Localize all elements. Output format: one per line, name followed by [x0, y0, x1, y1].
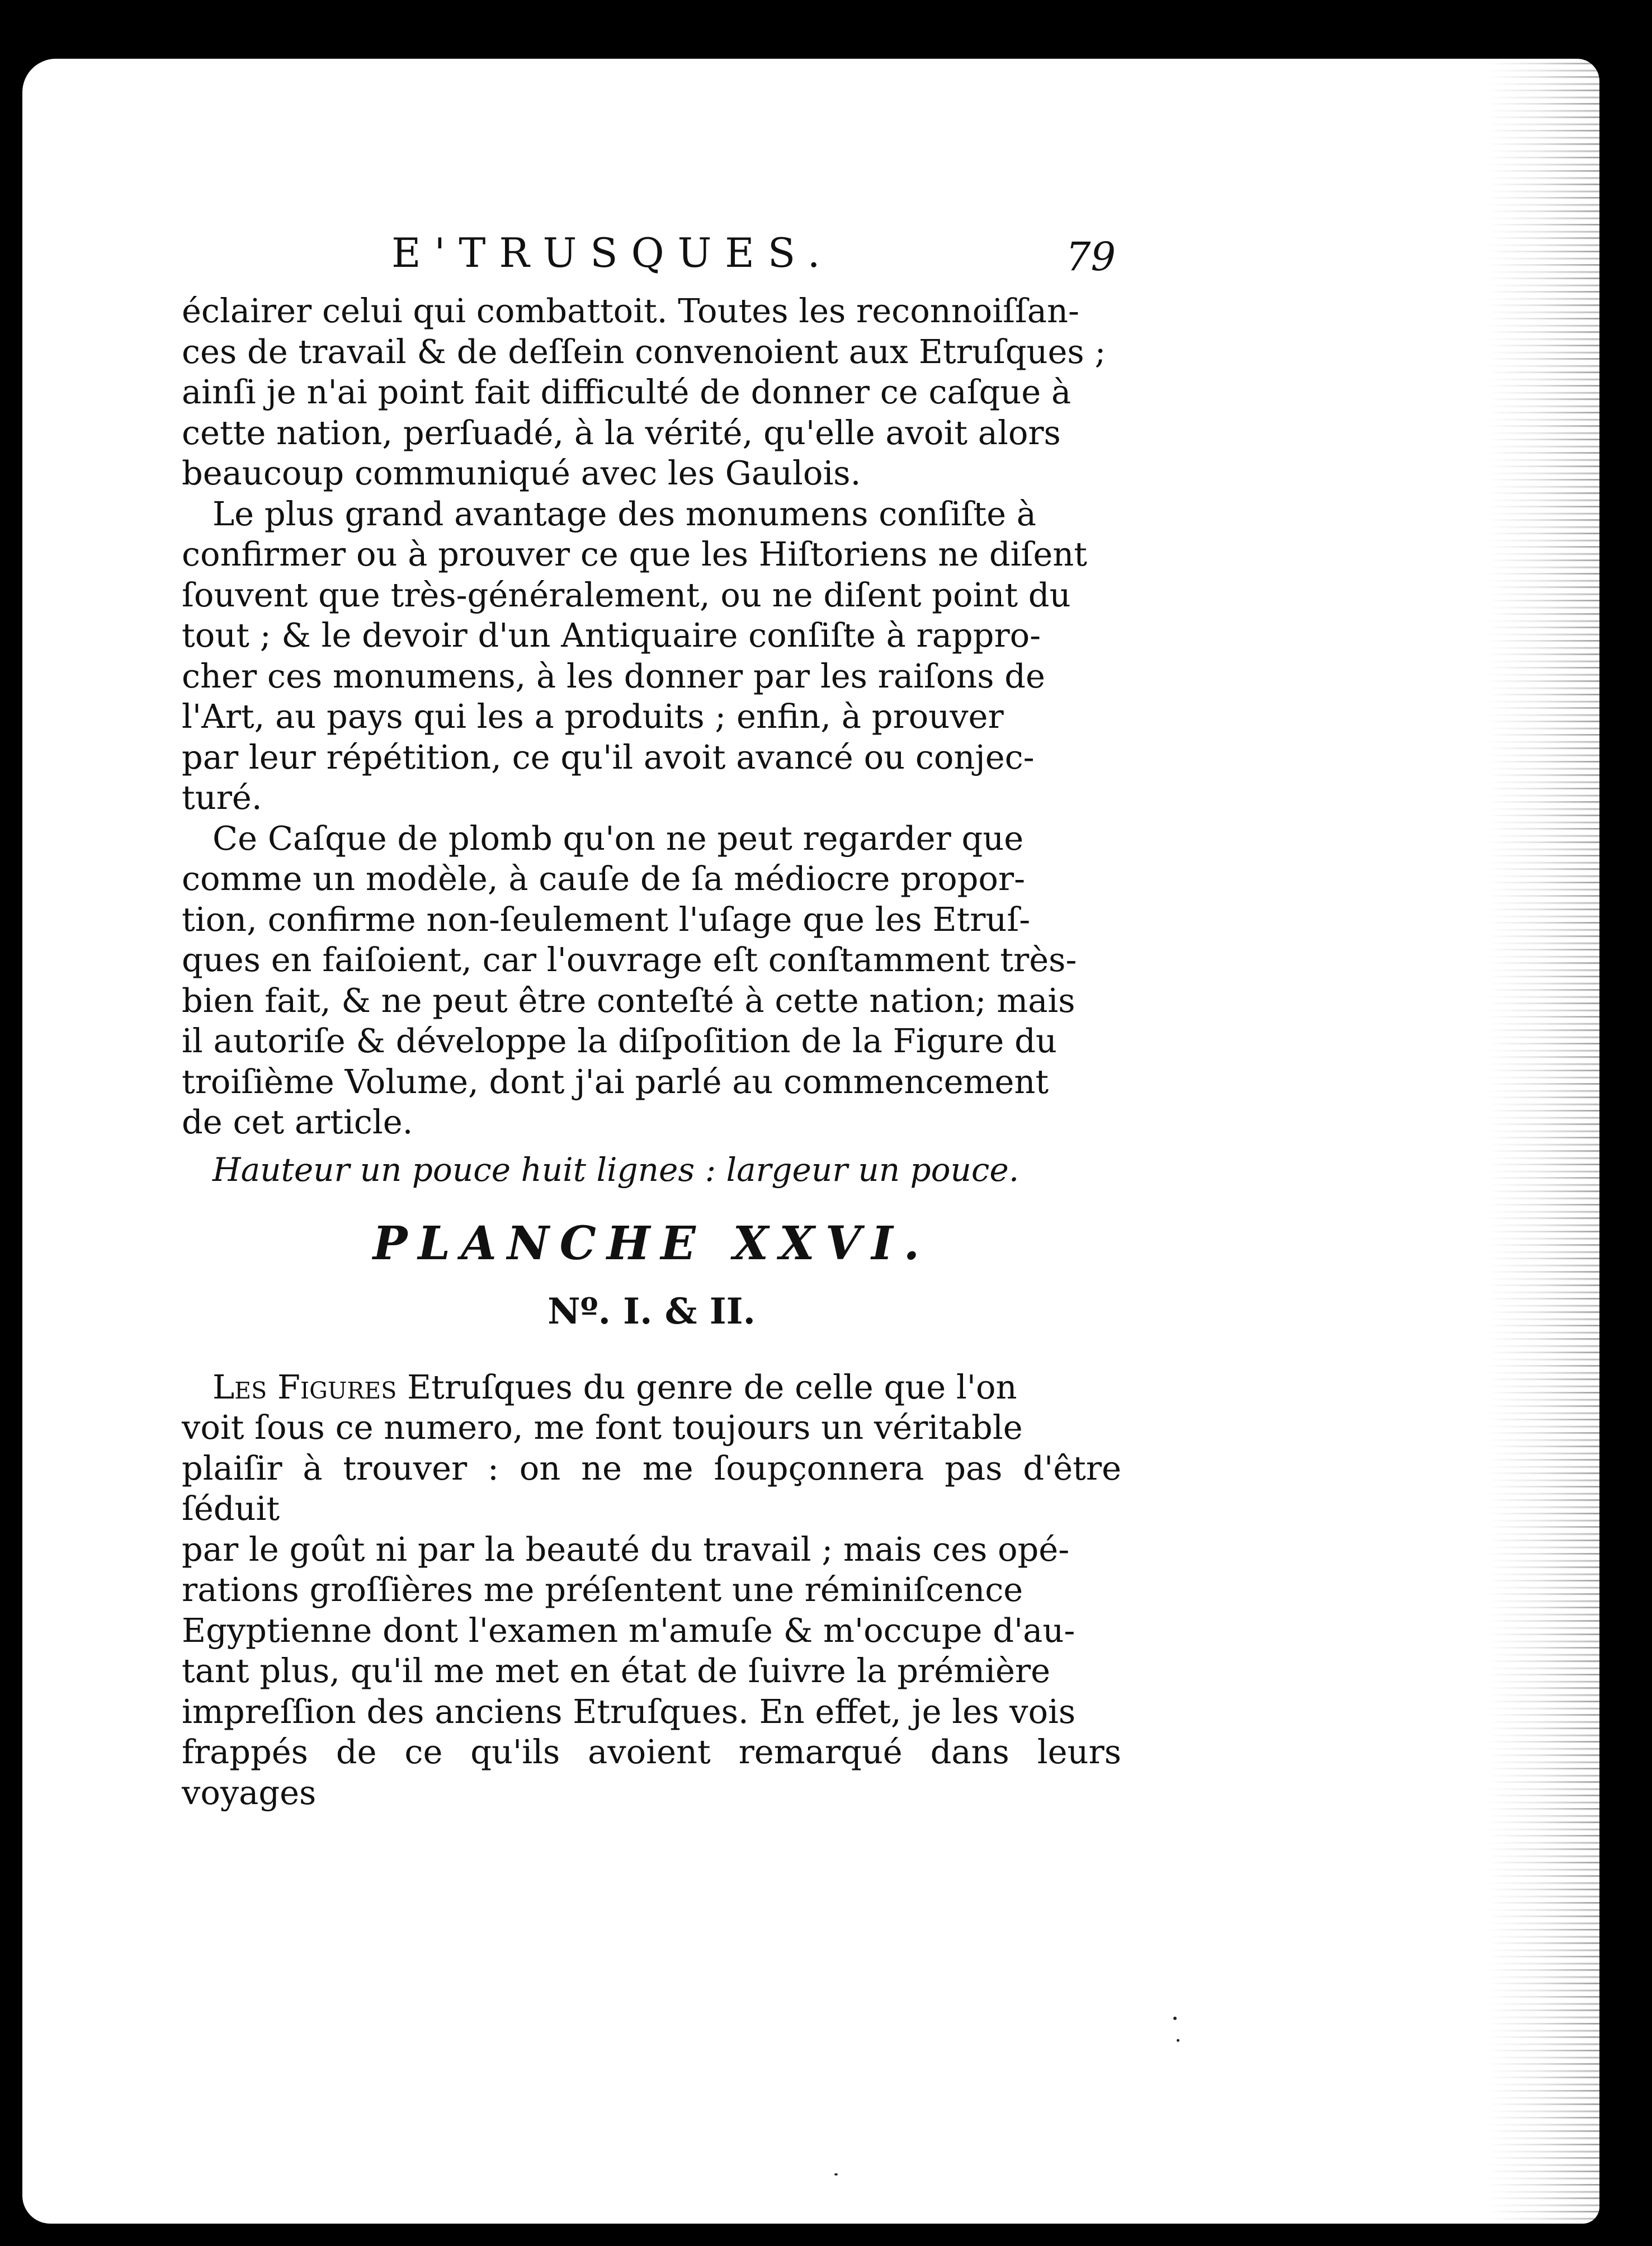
paper-speck — [834, 2173, 838, 2176]
paragraph-text: Etruſques du genre de celle que l'on voit ſous ce numero, me font toujours un véritable plaiſir à trouver : on ne me ſoupçonnera pas d'être ſéduit par le goût ni par la beauté du travail ; mais ces opé- rations groſſières me préſentent une réminiſcence Egyptienne dont l'examen m'amuſe & m'occupe d'au- tant plus, qu'il me met en état de ſuivre la prémière impreſſion des anciens Etruſques. En effet, je les vois frappés de ce qu'ils avoient remarqué dans leurs voyages — [182, 1367, 1121, 1812]
paper-speck — [1177, 2039, 1179, 2042]
paragraph-monuments: Le plus grand avantage des monumens conſiſte à confirmer ou à prouver ce que les Hiſtoriens ne diſent ſouvent que très-généralement, ou ne diſent point du tout ; & le devoir d'un Antiquaire conſiſte à rappro- cher ces monumens, à les donner par les raiſons de l'Art, au pays qui les a produits ; enfin, à prouver par leur répétition, ce qu'il avoit avancé ou conjec- turé. — [182, 494, 1087, 817]
plate-title: PLANCHE XXVI. — [372, 1216, 931, 1270]
running-head — [182, 229, 1121, 291]
page-number: 79 — [1065, 234, 1116, 280]
text-block — [182, 229, 1121, 1813]
paragraph-lead-helmet: Ce Caſque de plomb qu'on ne peut regarder que comme un modèle, à cauſe de ſa médiocre propor- tion, confirme non-ſeulement l'uſage que les Etruſ- ques en faiſoient, car l'ouvrage eſt conſtamment très- bien fait, & ne peut être conteſté à cette nation; mais il autoriſe & développe la diſpoſition de la Figure du troiſième Volume, dont j'ai parlé au commencement de cet article. — [182, 818, 1077, 1141]
running-title: E'TRUSQUES. — [391, 229, 834, 276]
paragraph-etruscan-figures — [182, 1367, 1121, 1814]
lead-words: Les Figures — [213, 1367, 397, 1406]
plate-number: Nº. I. & II. — [547, 1290, 756, 1332]
dimensions-note: Hauteur un pouce huit lignes : largeur un pouce. — [213, 1150, 1019, 1189]
page-edge-shadow — [1488, 59, 1599, 2224]
paper-speck — [1173, 2017, 1177, 2020]
book-page — [22, 59, 1599, 2224]
paragraph-helmet-continued: éclairer celui qui combattoit. Toutes les reconnoiſſan- ces de travail & de deſſein convenoient aux Etruſques ; ainſi je n'ai point fait difficulté de donner ce caſque à cette nation, perſuadé, à la vérité, qu'elle avoit alors beaucoup communiqué avec les Gaulois. — [182, 291, 1106, 492]
